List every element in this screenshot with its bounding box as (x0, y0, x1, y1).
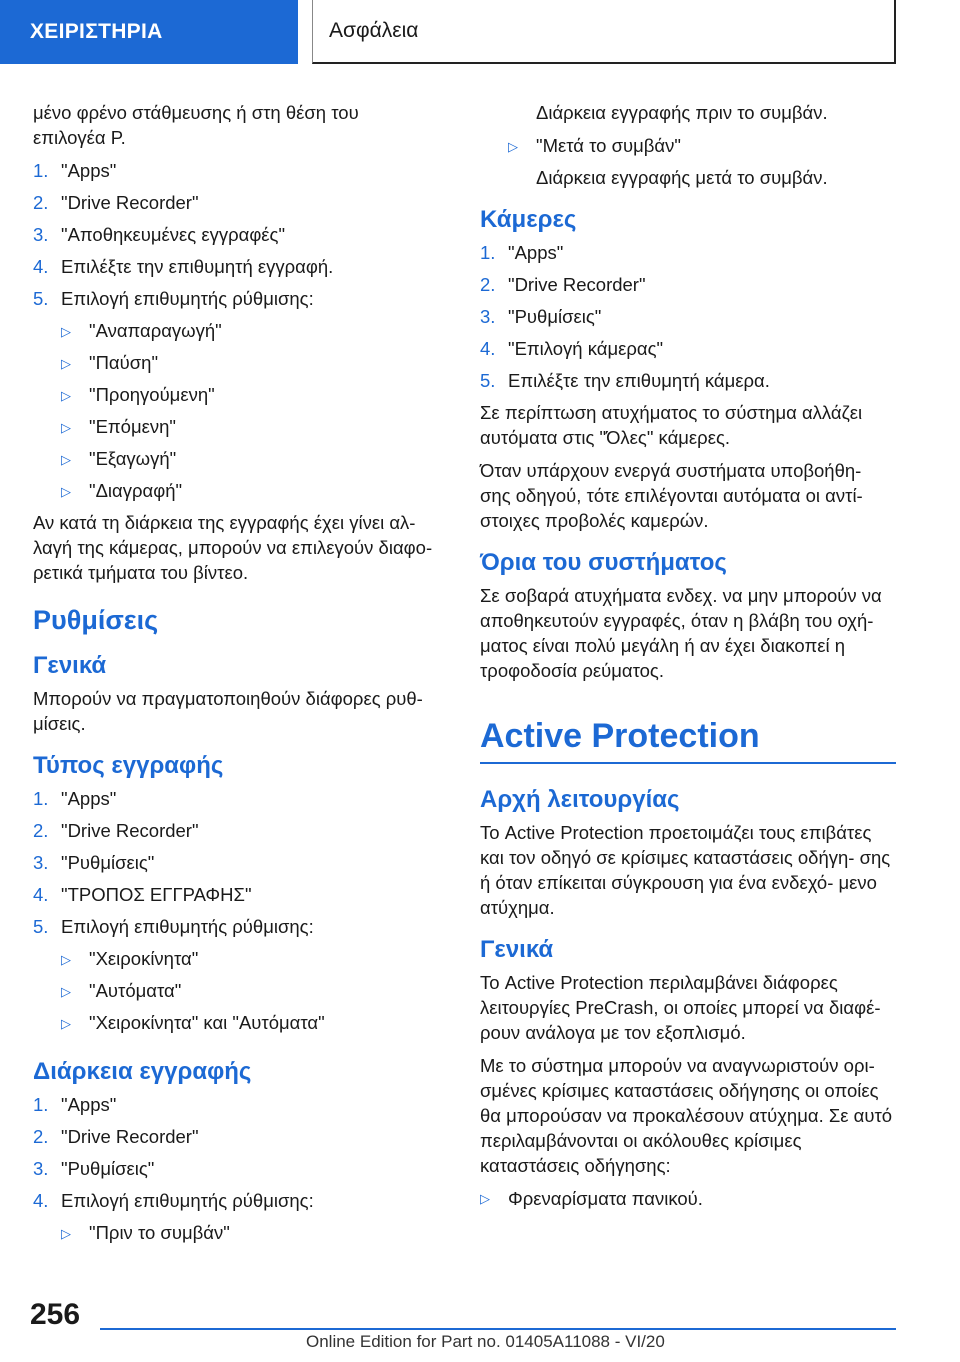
page-number: 256 (30, 1298, 81, 1331)
triangle-bullet-icon: ▷ (508, 139, 518, 154)
list-item: ▷ "Χειροκίνητα" (33, 946, 453, 978)
heading-general-2: Γενικά (480, 936, 554, 963)
list-item: ▷ "Επόμενη" (33, 414, 453, 446)
list-item: ▷ "Αναπαραγωγή" (33, 318, 453, 350)
triangle-bullet-icon: ▷ (61, 324, 71, 339)
camera-text-1: Σε περίπτωση ατυχήματος το σύστημα αλλάζει αυτόματα στις "Όλες" κάμερες. (480, 402, 863, 448)
triangle-bullet-icon: ▷ (61, 484, 71, 499)
list-item: ▷ "Παύση" (33, 350, 453, 382)
steps-list-1 (33, 158, 453, 318)
heading-cameras: Κάμερες (480, 206, 577, 233)
heading-recording-type: Τύπος εγγραφής (33, 752, 224, 779)
list-item: 1. "Apps" (33, 788, 117, 809)
list-item: ▷ "Μετά το συμβάν" (480, 133, 896, 165)
heading-settings: Ρυθμίσεις (33, 605, 159, 635)
general-text: Μπορούν να πραγματοποιηθούν διάφορες ρυθ- μίσεις. (33, 688, 423, 734)
chapter-tab: ΧΕΙΡΙΣΤΗΡΙΑ (0, 0, 298, 64)
heading-principle: Αρχή λειτουργίας (480, 786, 680, 813)
list-item: ▷ "Αυτόματα" (33, 978, 453, 1010)
heading-system-limits: Όρια του συστήματος (480, 549, 727, 576)
note-text: Αν κατά τη διάρκεια της εγγραφής έχει γίνει αλ- λαγή της κάμερας, μπορούν να επιλεγούν διαφο- ρετικά τμήματα του βίντεο. (33, 512, 433, 583)
triangle-bullet-icon: ▷ (61, 452, 71, 467)
list-item: 1. "Apps" (33, 1094, 117, 1115)
triangle-bullet-icon: ▷ (61, 1016, 71, 1031)
steps-list-2 (33, 786, 453, 946)
list-item: 3. "Ρυθμίσεις" (33, 852, 155, 873)
camera-text-2: Όταν υπάρχουν ενεργά συστήματα υποβοήθη- σης οδηγού, τότε επιλέγονται αυτόματα οι αντί- στοιχες προβολές καμερών. (480, 460, 863, 531)
list-item: ▷ "Προηγούμενη" (33, 382, 453, 414)
triangle-bullet-icon: ▷ (61, 952, 71, 967)
edition-text: Online Edition for Part no. 01405A11088 - VI/20 (306, 1332, 665, 1351)
list-item: 4. Επιλέξτε την επιθυμητή εγγραφή. (33, 256, 334, 277)
options-list-2 (33, 946, 453, 1042)
triangle-bullet-icon: ▷ (61, 984, 71, 999)
list-item: 4. "Επιλογή κάμερας" (480, 338, 664, 359)
list-item: 4. "ΤΡΟΠΟΣ ΕΓΓΡΑΦΗΣ" (33, 884, 252, 905)
heading-general: Γενικά (33, 652, 107, 679)
triangle-bullet-icon: ▷ (61, 420, 71, 435)
list-item: 3. "Ρυθμίσεις" (33, 1158, 155, 1179)
triangle-bullet-icon: ▷ (61, 1226, 71, 1241)
right-column (480, 100, 896, 1218)
limits-text: Σε σοβαρά ατυχήματα ενδεχ. να μην μπορούν να αποθηκευτούν εγγραφές, όταν η βλάβη του οχή- ματος είναι πολύ μεγάλη ή αν έχει διακοπεί η τροφοδοσία ρεύματος. (480, 585, 882, 681)
list-item: 5. Επιλέξτε την επιθυμητή κάμερα. (480, 370, 770, 391)
list-item: 5. Επιλογή επιθυμητής ρύθμισης: (33, 916, 314, 937)
section-title: Ασφάλεια (312, 0, 896, 64)
options-list-3 (33, 1220, 453, 1252)
options-list-1 (33, 318, 453, 510)
list-item: 4. Επιλογή επιθυμητής ρύθμισης: (33, 1190, 314, 1211)
list-item: 3. "Ρυθμίσεις" (480, 306, 602, 327)
heading-recording-duration: Διάρκεια εγγραφής (33, 1058, 252, 1085)
list-item: 2. "Drive Recorder" (480, 274, 646, 295)
list-item: 2. "Drive Recorder" (33, 820, 199, 841)
list-item: 5. Επιλογή επιθυμητής ρύθμισης: (33, 288, 314, 309)
intro-text: μένο φρένο στάθμευσης ή στη θέση του επιλογέα P. (33, 102, 359, 148)
general2-text-2: Με το σύστημα μπορούν να αναγνωριστούν ορι- σμένες κρίσιμες καταστάσεις οδήγησης οι οποίες θα μπορούσαν να προκαλέσουν ατύχημα. Σε αυτό περιλαμβάνονται οι ακόλουθες κρίσιμες καταστάσεις οδήγησης: (480, 1055, 893, 1176)
list-item: ▷ "Διαγραφή" (33, 478, 453, 510)
triangle-bullet-icon: ▷ (61, 388, 71, 403)
general2-text-1: Το Active Protection περιλαμβάνει διάφορες λειτουργίες PreCrash, οι οποίες μπορεί να διαφέ- ρουν ανάλογα με τον εξοπλισμό. (480, 972, 881, 1043)
list-item: ▷ "Χειροκίνητα" και "Αυτόματα" (33, 1010, 453, 1042)
list-item: ▷ Φρεναρίσματα πανικού. (480, 1186, 896, 1218)
triangle-bullet-icon: ▷ (61, 356, 71, 371)
steps-list-4 (480, 240, 896, 400)
left-column (33, 100, 453, 1252)
footer-divider (100, 1328, 896, 1330)
before-description: Διάρκεια εγγραφής πριν το συμβάν. (536, 102, 828, 123)
list-item: 1. "Apps" (480, 242, 564, 263)
list-item: ▷ "Πριν το συμβάν" (33, 1220, 453, 1252)
triangle-bullet-icon: ▷ (480, 1191, 490, 1206)
list-item: ▷ "Εξαγωγή" (33, 446, 453, 478)
after-description: Διάρκεια εγγραφής μετά το συμβάν. (536, 167, 828, 188)
list-item: 3. "Αποθηκευμένες εγγραφές" (33, 224, 286, 245)
list-item: 1. "Apps" (33, 160, 117, 181)
heading-active-protection: Active Protection (480, 717, 896, 764)
list-item: 2. "Drive Recorder" (33, 1126, 199, 1147)
principle-text: Το Active Protection προετοιμάζει τους επιβάτες και τον οδηγό σε κρίσιμες καταστάσεις οδήγη- σης ή όταν επίκειται σύγκρουση για ένα ενδεχό- μενο ατύχημα. (480, 822, 891, 918)
steps-list-3 (33, 1092, 453, 1220)
list-item: 2. "Drive Recorder" (33, 192, 199, 213)
